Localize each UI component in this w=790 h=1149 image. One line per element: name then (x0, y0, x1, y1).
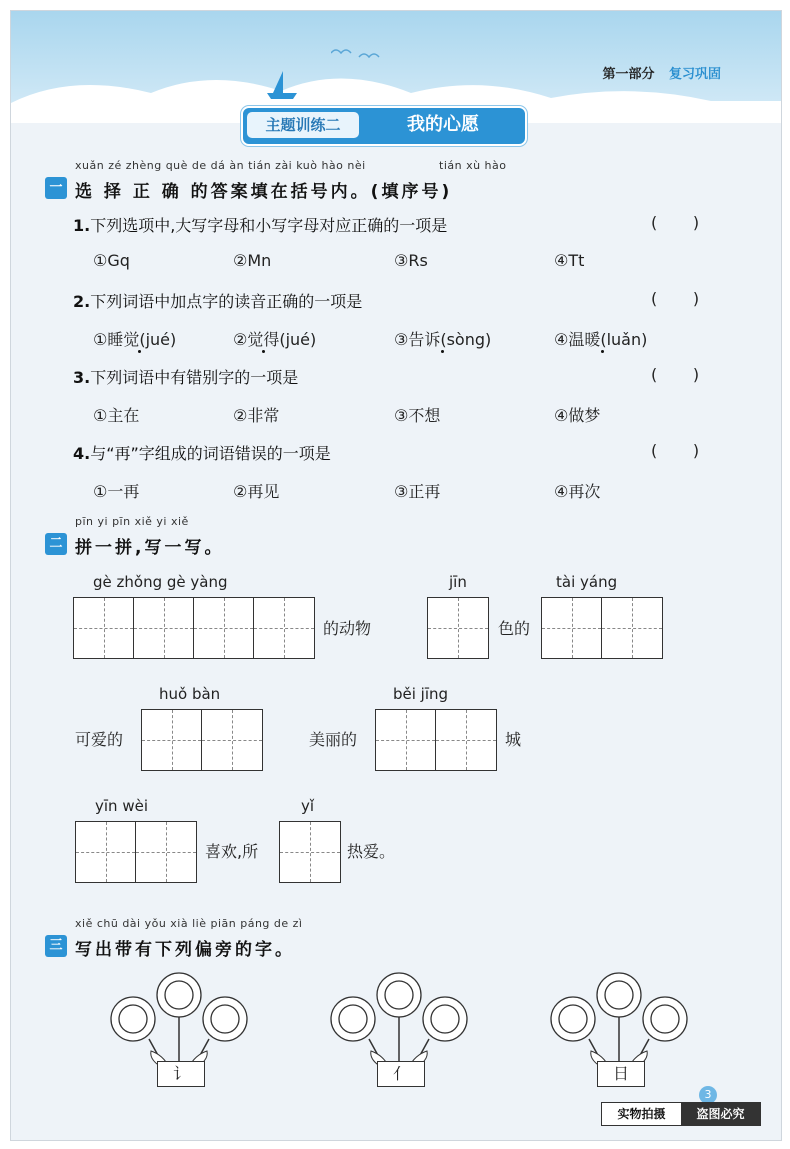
section1-pinyin-a: xuǎn zé zhèng què de dá àn tián zài kuò hào nèi (75, 159, 366, 172)
question-2-text: 下列词语中加点字的读音正确的一项是 (90, 292, 363, 311)
emphasis-dot (262, 350, 265, 353)
q4-option-3: ③正再 (394, 482, 441, 501)
question-2 (73, 289, 362, 312)
writing-grid-4[interactable] (73, 597, 315, 659)
tag-no-copy: 盗图必究 (681, 1103, 760, 1125)
page-number: 3 (699, 1086, 717, 1104)
writing-grid-1b[interactable] (279, 821, 341, 883)
q3-option-2: ②非常 (233, 406, 280, 425)
q2-option-4: ④温暖(luǎn) (554, 330, 648, 349)
flower-pot-1 (89, 969, 269, 1119)
pinyin-taiyang: tài yáng (556, 573, 618, 591)
emphasis-dot (138, 350, 141, 353)
question-3 (73, 365, 298, 388)
pinyin-gezhonggeyang: gè zhǒng gè yàng (93, 573, 228, 591)
question-3-num: 3. (73, 368, 91, 387)
text-dedongwu: 的动物 (323, 619, 372, 638)
section1-title: 选 择 正 确 的答案填在括号内。(填序号) (75, 182, 453, 202)
question-2-num: 2. (73, 292, 91, 311)
radical-pot-1: 讠 (157, 1061, 205, 1087)
text-cheng: 城 (505, 730, 522, 749)
writing-grid-2d[interactable] (75, 821, 197, 883)
q4-option-1: ①一再 (93, 482, 140, 501)
header-section-label (602, 63, 721, 82)
writing-grid-2b[interactable] (141, 709, 263, 771)
answer-slot-3[interactable]: ( ) (651, 365, 700, 384)
question-1 (73, 213, 447, 236)
q2-option-2: ②觉得(jué) (233, 330, 317, 349)
pinyin-huoban: huǒ bàn (159, 685, 221, 703)
theme-title-left: 主题训练二 (247, 112, 359, 138)
pinyin-beijing: běi jīng (393, 685, 449, 703)
watermark-tag (601, 1102, 761, 1126)
text-meilide: 美丽的 (309, 730, 358, 749)
q1-option-2: ②Mn (233, 251, 272, 270)
theme-title-right: 我的心愿 (407, 114, 479, 135)
tag-real-photo: 实物拍摄 (602, 1103, 681, 1125)
flower-pot-2 (309, 969, 489, 1119)
section2-pinyin: pīn yi pīn xiě yi xiě (75, 515, 189, 528)
text-keaide: 可爱的 (75, 730, 124, 749)
writing-grid-2a[interactable] (541, 597, 663, 659)
workbook-page (10, 10, 782, 1141)
part-label: 第一部分 (602, 67, 655, 82)
question-4 (73, 441, 331, 464)
question-3-text: 下列词语中有错别字的一项是 (90, 368, 299, 387)
answer-slot-2[interactable]: ( ) (651, 289, 700, 308)
answer-slot-1[interactable]: ( ) (651, 213, 700, 232)
radical-pot-2: 亻 (377, 1061, 425, 1087)
q2-option-3: ③告诉(sòng) (394, 330, 492, 349)
subtitle-label: 复习巩固 (668, 67, 721, 82)
pinyin-yi: yǐ (301, 797, 315, 815)
bird-icon (331, 47, 381, 61)
q2-option-1: ①睡觉(jué) (93, 330, 177, 349)
question-4-num: 4. (73, 444, 91, 463)
q1-option-4: ④Tt (554, 251, 585, 270)
radical-pot-3: 日 (597, 1061, 645, 1087)
text-sede: 色的 (498, 619, 531, 638)
question-1-text: 下列选项中,大写字母和小写字母对应正确的一项是 (90, 216, 448, 235)
q1-option-1: ①Gq (93, 251, 130, 270)
pinyin-jin: jīn (449, 573, 467, 591)
section1-badge: 一 (45, 177, 67, 199)
writing-grid-2c[interactable] (375, 709, 497, 771)
q1-option-3: ③Rs (394, 251, 428, 270)
q3-option-4: ④做梦 (554, 406, 601, 425)
question-4-text: 与“再”字组成的词语错误的一项是 (90, 444, 331, 463)
question-1-num: 1. (73, 216, 91, 235)
section2-title: 拼一拼,写一写。 (75, 538, 225, 558)
q3-option-1: ①主在 (93, 406, 140, 425)
text-xihuansuo: 喜欢,所 (205, 842, 259, 861)
pinyin-yinwei: yīn wèi (95, 797, 148, 815)
emphasis-dot (601, 350, 604, 353)
q3-option-3: ③不想 (394, 406, 441, 425)
emphasis-dot (441, 350, 444, 353)
q4-option-2: ②再见 (233, 482, 280, 501)
flower-pot-3 (529, 969, 709, 1119)
answer-slot-4[interactable]: ( ) (651, 441, 700, 460)
section3-pinyin: xiě chū dài yǒu xià liè piān páng de zì (75, 917, 303, 930)
section2-badge: 二 (45, 533, 67, 555)
section3-badge: 三 (45, 935, 67, 957)
theme-title-box (241, 106, 527, 146)
section3-title: 写出带有下列偏旁的字。 (75, 940, 295, 960)
section1-pinyin-b: tián xù hào (439, 159, 507, 172)
writing-grid-1a[interactable] (427, 597, 489, 659)
q4-option-4: ④再次 (554, 482, 601, 501)
text-reai: 热爱。 (347, 842, 396, 861)
